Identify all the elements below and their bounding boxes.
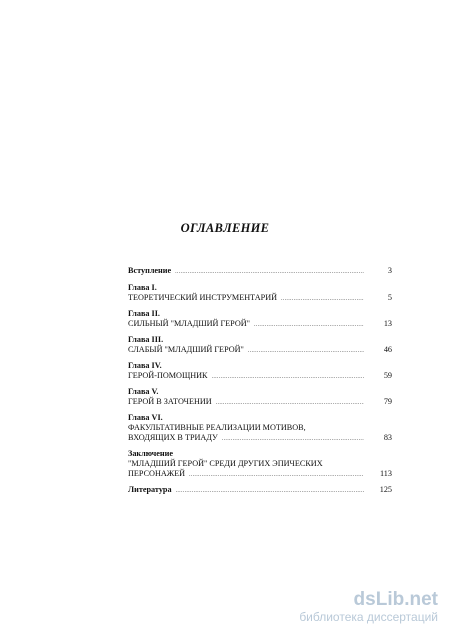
toc-title: ОГЛАВЛЕНИЕ	[180, 221, 270, 235]
toc-heading: Глава II.	[128, 309, 160, 318]
toc-heading: Глава V.	[128, 387, 159, 396]
dot-leader	[254, 319, 364, 329]
toc-heading: Вступление	[128, 266, 172, 275]
toc-line: ФАКУЛЬТАТИВНЫЕ РЕАЛИЗАЦИИ МОТИВОВ,	[128, 423, 306, 432]
toc-entry-introduction	[128, 266, 392, 276]
toc-page-number: 125	[379, 485, 392, 494]
dslib-watermark	[299, 590, 438, 624]
toc-entry-conclusion	[128, 449, 392, 479]
toc-line: "МЛАДШИЙ ГЕРОЙ" СРЕДИ ДРУГИХ ЭПИЧЕСКИХ	[128, 459, 323, 468]
toc-page-number: 46	[383, 345, 392, 354]
toc-page-number: 113	[380, 469, 392, 478]
dot-leader	[222, 433, 364, 443]
dot-leader	[248, 345, 364, 355]
toc-heading: Глава III.	[128, 335, 164, 344]
toc-entry-chapter-1	[128, 283, 392, 303]
toc-line: СЛАБЫЙ "МЛАДШИЙ ГЕРОЙ"	[128, 345, 244, 354]
toc-page-number: 5	[387, 293, 392, 302]
toc-entry-chapter-5	[128, 387, 392, 407]
dot-leader	[216, 397, 364, 407]
dot-leader	[176, 485, 364, 495]
toc-heading: Глава IV.	[128, 361, 162, 370]
watermark-logo-text: dsLib.net	[353, 589, 438, 610]
toc-entry-chapter-4	[128, 361, 392, 381]
toc-entry-chapter-6	[128, 413, 392, 443]
toc-heading: Глава VI.	[128, 413, 163, 422]
toc-line: ТЕОРЕТИЧЕСКИЙ ИНСТРУМЕНТАРИЙ	[128, 293, 278, 302]
toc-page-number: 79	[383, 397, 392, 406]
toc-line: СИЛЬНЫЙ "МЛАДШИЙ ГЕРОЙ"	[128, 319, 251, 328]
toc-entry-bibliography	[128, 485, 392, 495]
toc-entry-chapter-2	[128, 309, 392, 329]
watermark-tagline: библиотека диссертаций	[299, 610, 438, 624]
toc-line: ГЕРОЙ В ЗАТОЧЕНИИ	[128, 397, 212, 406]
dot-leader	[281, 293, 364, 303]
toc-heading: Глава I.	[128, 283, 157, 292]
toc-page-number: 3	[387, 266, 392, 275]
dot-leader	[189, 469, 364, 479]
toc-line: ГЕРОЙ-ПОМОЩНИК	[128, 371, 208, 380]
dot-leader	[212, 371, 364, 381]
toc-heading: Литература	[128, 485, 172, 494]
toc-heading: Заключение	[128, 449, 173, 458]
toc-entry-chapter-3	[128, 335, 392, 355]
toc-page-number: 83	[383, 433, 392, 442]
toc-line: ВХОДЯЩИХ В ТРИАДУ	[128, 433, 218, 442]
table-of-contents	[128, 266, 392, 495]
toc-page-number: 59	[383, 371, 392, 380]
toc-page-number: 13	[383, 319, 392, 328]
dot-leader	[175, 266, 364, 276]
toc-line: ПЕРСОНАЖЕЙ	[128, 469, 186, 478]
